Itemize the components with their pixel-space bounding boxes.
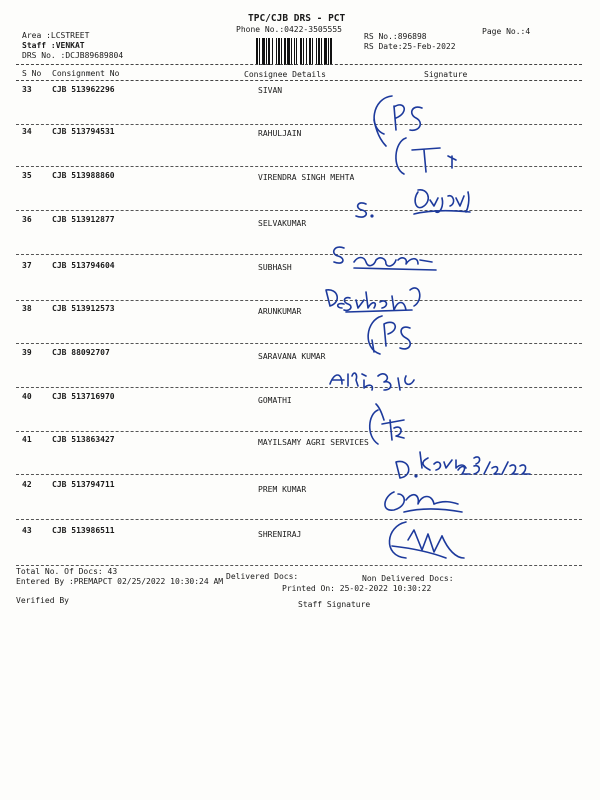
barcode-bar [330,38,332,65]
rs-number: RS No.:896898 [364,32,427,41]
column-header-consignment: Consignment No [52,69,120,78]
row-divider [16,474,582,475]
table-row [0,128,600,174]
row-consignment: CJB 513986511 [52,526,115,535]
row-divider [16,166,582,167]
row-consignee: PREM KUMAR [258,485,307,494]
header-divider [16,64,582,65]
row-sno: 42 [22,480,32,489]
barcode-bar [268,38,270,65]
row-sno: 35 [22,171,32,180]
row-consignee: SHRENIRAJ [258,530,302,539]
barcode-bar [312,38,313,65]
table-row [0,393,600,439]
row-consignment: CJB 513912877 [52,215,115,224]
barcode-bar [259,38,260,65]
row-sno: 33 [22,85,32,94]
row-consignee: VIRENDRA SINGH MEHTA [258,173,355,182]
barcode-bar [284,38,286,65]
row-consignee: ARUNKUMAR [258,307,302,316]
row-divider [16,343,582,344]
row-consignee: SARAVANA KUMAR [258,352,326,361]
row-divider [16,300,582,301]
table-row [0,481,600,527]
verified-by: Verified By [16,596,69,605]
row-sno: 40 [22,392,32,401]
row-consignment: CJB 88092707 [52,348,110,357]
row-consignment: CJB 513912573 [52,304,115,313]
row-consignee: RAHULJAIN [258,129,302,138]
barcode-bar [272,38,273,65]
row-consignee: MAYILSAMY AGRI SERVICES [258,438,369,447]
barcode-bar [294,38,295,65]
table-row [0,86,600,132]
sheet-title: TPC/CJB DRS - PCT [248,13,346,24]
barcode-bar [287,38,290,65]
delivered-docs: Delivered Docs: [226,572,299,581]
row-consignee: SELVAKUMAR [258,219,307,228]
total-docs: Total No. Of Docs: 43 [16,567,118,576]
row-sno: 38 [22,304,32,313]
table-row [0,349,600,395]
barcode-bar [324,38,327,65]
column-header-sno: S No [22,69,42,78]
barcode-bar [306,38,307,65]
barcode-bar [321,38,322,65]
table-row [0,436,600,482]
row-sno: 36 [22,215,32,224]
barcode-image [256,38,356,65]
area-label: Area :LCSTREET [22,31,90,40]
entered-by: Entered By :PREMAPCT 02/25/2022 10:30:24 AM [16,577,224,586]
phone-number: Phone No.:0422-3505555 [236,25,342,34]
row-sno: 34 [22,127,32,136]
barcode-bar [278,38,280,65]
drs-number: DRS No. :DCJB89689804 [22,51,124,60]
row-divider [16,254,582,255]
row-consignment: CJB 513794604 [52,261,115,270]
row-divider [16,210,582,211]
row-consignment: CJB 513716970 [52,392,115,401]
barcode-bar [303,38,304,65]
row-sno: 37 [22,261,32,270]
row-divider [16,124,582,125]
barcode-bar [281,38,282,65]
row-consignment: CJB 513794531 [52,127,115,136]
barcode-bar [291,38,292,65]
barcode-bar [276,38,277,65]
row-sno: 41 [22,435,32,444]
staff-signature: Staff Signature [298,600,371,609]
page-number: Page No.:4 [482,27,531,36]
row-consignment: CJB 513988860 [52,171,115,180]
table-row [0,262,600,308]
row-consignee: SUBHASH [258,263,292,272]
barcode-bar [318,38,320,65]
row-consignment: CJB 513794711 [52,480,115,489]
barcode-bar [262,38,265,65]
barcode-bar [300,38,302,65]
column-header-divider [16,80,582,81]
barcode-bar [296,38,297,65]
barcode-bar [328,38,329,65]
row-consignee: SIVAN [258,86,283,95]
row-divider [16,387,582,388]
row-consignee: GOMATHI [258,396,292,405]
barcode-bar [316,38,317,65]
row-divider [16,519,582,520]
barcode-bar [256,38,258,65]
row-sno: 43 [22,526,32,535]
row-consignment: CJB 513962296 [52,85,115,94]
column-header-signature: Signature [424,70,468,79]
non-delivered-docs: Non Delivered Docs: [362,574,454,583]
table-row [0,216,600,262]
table-row [0,305,600,351]
row-divider [16,431,582,432]
staff-label: Staff :VENKAT [22,41,85,50]
row-divider [16,565,582,566]
rs-date: RS Date:25-Feb-2022 [364,42,456,51]
table-row [0,172,600,218]
barcode-bar [266,38,267,65]
row-consignment: CJB 513863427 [52,435,115,444]
printed-on: Printed On: 25-02-2022 10:30:22 [282,584,432,593]
barcode-bar [309,38,311,65]
row-sno: 39 [22,348,32,357]
column-header-consignee: Consignee Details [244,70,326,79]
